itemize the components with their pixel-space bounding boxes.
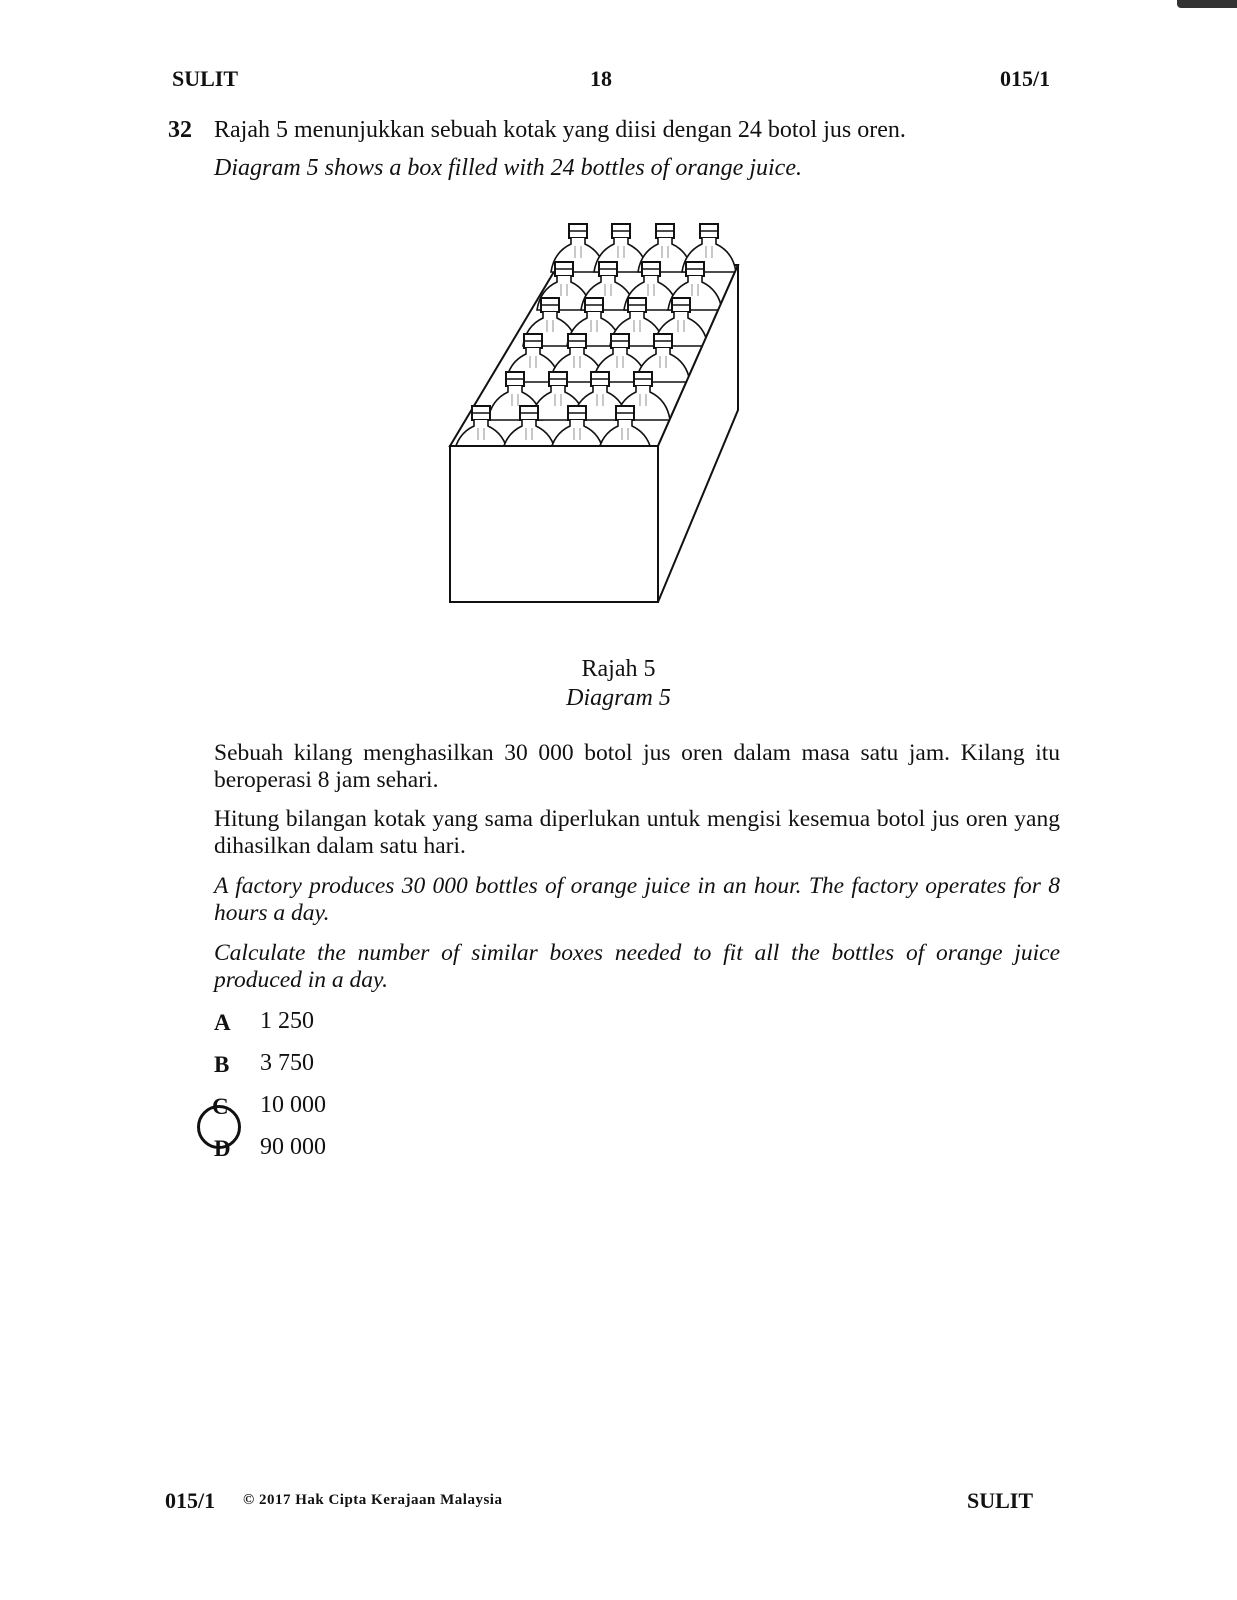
page-number: 18 [590,66,612,91]
option-a-letter: A [214,1010,231,1035]
option-b-letter: B [214,1052,230,1077]
question-number: 32 [168,117,192,143]
paper-code: 015/1 [1000,66,1051,91]
footer-sulit: SULIT [967,1488,1034,1513]
option-d-letter: D [214,1136,231,1161]
option-d-value: 90 000 [260,1134,326,1160]
box-of-bottles-diagram [420,210,780,620]
paragraph-english-2: Calculate the number of similar boxes needed to fit all the bottles of orange juice produced in a day. [214,940,1060,993]
option-a-value: 1 250 [260,1008,314,1034]
option-c-letter: C [212,1094,229,1119]
footer-copyright: © 2017 Hak Cipta Kerajaan Malaysia [243,1492,503,1508]
option-c-value: 10 000 [260,1092,326,1118]
diagram-caption-english: Diagram 5 [566,685,671,711]
paragraph-english-1: A factory produces 30 000 bottles of orange juice in an hour. The factory operates for 8 hours a day. [214,873,1060,926]
footer-paper-code: 015/1 [165,1488,216,1513]
stem-english: Diagram 5 shows a box filled with 24 bottles of orange juice. [214,155,802,181]
scan-edge-mark [1177,0,1237,8]
stem-malay: Rajah 5 menunjukkan sebuah kotak yang diisi dengan 24 botol jus oren. [214,117,906,143]
paragraph-malay-2: Hitung bilangan kotak yang sama diperlukan untuk mengisi kesemua botol jus oren yang dihasilkan dalam satu hari. [214,806,1060,859]
paragraph-malay-1: Sebuah kilang menghasilkan 30 000 botol jus oren dalam masa satu jam. Kilang itu beroperasi 8 jam sehari. [214,740,1060,793]
header-sulit: SULIT [172,66,239,91]
diagram-caption-malay: Rajah 5 [581,656,656,682]
option-b-value: 3 750 [260,1050,314,1076]
